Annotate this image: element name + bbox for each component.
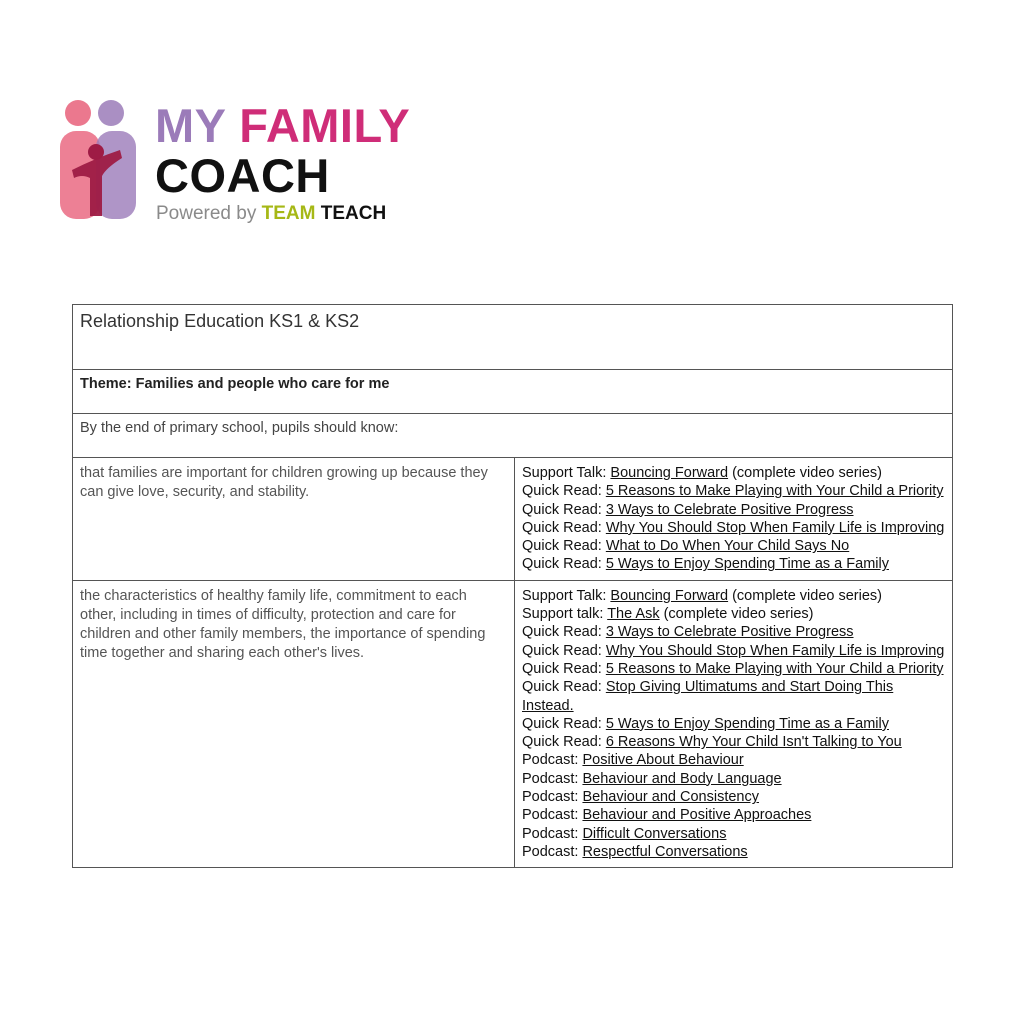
resource-type: Quick Read:	[522, 538, 606, 555]
table-body	[73, 458, 953, 868]
resource-item	[522, 678, 945, 715]
resource-note: (complete video series)	[659, 606, 814, 623]
resource-type: Quick Read:	[522, 660, 606, 677]
table-title: Relationship Education KS1 & KS2	[73, 305, 953, 370]
resource-link[interactable]: 5 Ways to Enjoy Spending Time as a Family	[605, 556, 889, 573]
intro-row	[73, 414, 953, 458]
learning-statement: the characteristics of healthy family life, commitment to each other, including in times of difficulty, protection and care for children and other family members, the importance of spending time together and sharing each other's lives.	[73, 580, 515, 867]
resource-item	[522, 843, 945, 861]
resource-item	[522, 464, 945, 482]
resource-link[interactable]: Positive About Behaviour	[582, 752, 744, 769]
resource-type: Support talk:	[522, 606, 608, 623]
resource-item	[522, 806, 945, 824]
resource-type: Podcast:	[522, 770, 583, 787]
resource-type: Support Talk:	[522, 465, 611, 481]
brand-powered-by	[156, 202, 386, 226]
resource-link[interactable]: 5 Reasons to Make Playing with Your Child a Priority	[605, 660, 944, 677]
learning-statement: that families are important for children growing up because they can give love, security, and stability.	[73, 458, 515, 581]
table-row	[73, 458, 953, 581]
resource-item	[522, 519, 945, 537]
resource-type: Quick Read:	[522, 624, 606, 641]
resource-link[interactable]: Behaviour and Positive Approaches	[582, 807, 812, 824]
resource-note: (complete video series)	[728, 587, 882, 604]
resource-link[interactable]: Behaviour and Body Language	[582, 770, 782, 787]
powered-by-text: Powered by	[156, 203, 257, 224]
resource-item	[522, 715, 945, 733]
resource-item	[522, 537, 945, 555]
intro-text: By the end of primary school, pupils should know:	[73, 414, 953, 458]
resource-item	[522, 825, 945, 843]
resource-type: Quick Read:	[522, 501, 606, 518]
resource-item	[522, 642, 945, 660]
theme-heading: Theme: Families and people who care for me	[73, 370, 953, 414]
resource-link[interactable]: Stop Giving Ultimatums and Start Doing This Instead.	[522, 679, 894, 714]
resource-item	[522, 605, 945, 623]
resource-type: Podcast:	[522, 807, 583, 824]
resource-item	[522, 751, 945, 769]
resource-type: Quick Read:	[522, 715, 606, 732]
resource-item	[522, 788, 945, 806]
resource-link[interactable]: What to Do When Your Child Says No	[605, 538, 850, 555]
resource-link[interactable]: 6 Reasons Why Your Child Isn't Talking to You	[605, 734, 902, 751]
brand-line-1	[155, 98, 410, 154]
brand-my: MY	[155, 99, 226, 152]
theme-row	[73, 370, 953, 414]
brand-coach: COACH	[155, 149, 330, 202]
brand-team: TEAM	[261, 203, 316, 224]
resource-link[interactable]: Why You Should Stop When Family Life is Improving	[605, 642, 945, 659]
title-row	[73, 305, 953, 370]
resource-type: Quick Read:	[522, 519, 606, 536]
resource-type: Podcast:	[522, 752, 583, 769]
resource-type: Quick Read:	[522, 556, 606, 573]
resource-type: Podcast:	[522, 825, 583, 842]
resource-link[interactable]: 5 Ways to Enjoy Spending Time as a Family	[605, 715, 889, 732]
resource-item	[522, 587, 945, 605]
resource-link[interactable]: 5 Reasons to Make Playing with Your Child a Priority	[605, 483, 944, 500]
resource-link[interactable]: 3 Ways to Celebrate Positive Progress	[605, 624, 854, 641]
resource-item	[522, 660, 945, 678]
resource-link[interactable]: Behaviour and Consistency	[582, 789, 759, 806]
resource-link[interactable]: Bouncing Forward	[610, 465, 729, 481]
resource-list	[515, 580, 953, 867]
resource-link[interactable]: Respectful Conversations	[582, 843, 748, 860]
resource-link[interactable]: Difficult Conversations	[582, 825, 727, 842]
logo	[58, 98, 438, 228]
resource-type: Quick Read:	[522, 483, 606, 500]
curriculum-table	[72, 304, 953, 868]
brand-family: FAMILY	[239, 99, 411, 152]
resource-list	[515, 458, 953, 581]
resource-item	[522, 623, 945, 641]
resource-type: Quick Read:	[522, 642, 606, 659]
resource-item	[522, 482, 945, 500]
resource-link[interactable]: The Ask	[607, 606, 660, 623]
table-row	[73, 580, 953, 867]
resource-item	[522, 501, 945, 519]
family-figures-icon	[58, 98, 140, 223]
resource-type: Podcast:	[522, 843, 583, 860]
brand-teach: TEACH	[320, 203, 387, 224]
resource-type: Quick Read:	[522, 734, 606, 751]
resource-item	[522, 555, 945, 573]
resource-link[interactable]: Bouncing Forward	[610, 587, 729, 604]
resource-note: (complete video series)	[728, 465, 882, 481]
resource-type: Quick Read:	[522, 679, 606, 696]
resource-type: Podcast:	[522, 789, 583, 806]
resource-link[interactable]: Why You Should Stop When Family Life is Improving	[605, 519, 945, 536]
resource-link[interactable]: 3 Ways to Celebrate Positive Progress	[605, 501, 854, 518]
resource-type: Support Talk:	[522, 587, 611, 604]
resource-item	[522, 770, 945, 788]
resource-item	[522, 733, 945, 751]
